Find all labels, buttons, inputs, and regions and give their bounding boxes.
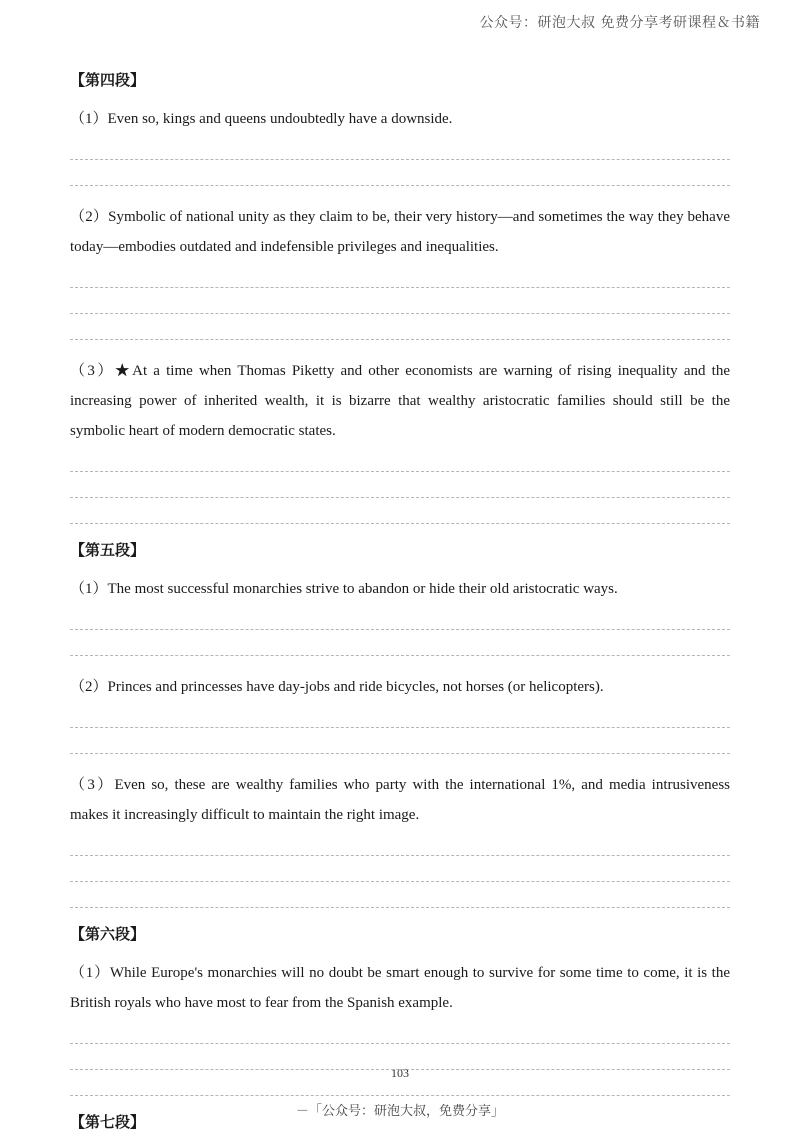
sentence: （1）The most successful monarchies strive to abandon or hide their old aristocratic ways.	[70, 581, 618, 597]
sentence: （2）Princes and princesses have day-jobs and ride bicycles, not horses (or helicopters).	[70, 679, 604, 695]
answer-line	[70, 630, 730, 656]
answer-lines	[70, 134, 730, 186]
answer-line	[70, 160, 730, 186]
answer-line	[70, 604, 730, 630]
sentence: （1）While Europe's monarchies will no doubt be smart enough to survive for some time to come, it is the British royals who have most to fear from the Spanish example.	[70, 965, 730, 1011]
section-5	[70, 540, 730, 908]
answer-lines	[70, 446, 730, 524]
sentence: （2）Symbolic of national unity as they claim to be, their very history—and sometimes the way they behave today—embodies outdated and indefensible privileges and inequalities.	[70, 209, 730, 255]
answer-line	[70, 856, 730, 882]
answer-lines	[70, 604, 730, 656]
section-heading: 【第四段】	[70, 71, 146, 89]
section-4	[70, 70, 730, 524]
answer-lines	[70, 1018, 730, 1096]
document-body	[70, 70, 730, 1146]
sentence: （1）Even so, kings and queens undoubtedly have a downside.	[70, 111, 453, 127]
answer-lines	[70, 702, 730, 754]
section-heading: 【第六段】	[70, 925, 146, 943]
answer-line	[70, 288, 730, 314]
sentence: （3）Even so, these are wealthy families who party with the international 1%, and media intrusiveness makes it increasingly difficult to maintain the right image.	[70, 777, 730, 823]
page-watermark-bottom: －「公众号：研泡大叔，免费分享」	[295, 1104, 504, 1119]
page-watermark-top: 公众号：研泡大叔 免费分享考研课程＆书籍	[479, 15, 760, 31]
answer-line	[70, 472, 730, 498]
answer-lines	[70, 830, 730, 908]
answer-lines	[70, 262, 730, 340]
answer-line	[70, 446, 730, 472]
sentence: （3）★At a time when Thomas Piketty and other economists are warning of rising inequality and the increasing power of inherited wealth, it is bizarre that wealthy aristocratic families should still be the symbolic heart of modern democratic states.	[70, 363, 730, 439]
answer-line	[70, 1018, 730, 1044]
answer-line	[70, 498, 730, 524]
answer-line	[70, 830, 730, 856]
answer-line	[70, 134, 730, 160]
answer-line	[70, 728, 730, 754]
answer-line	[70, 882, 730, 908]
answer-line	[70, 702, 730, 728]
page-number: 103	[391, 1066, 409, 1080]
section-heading: 【第七段】	[70, 1113, 146, 1131]
section-heading: 【第五段】	[70, 541, 146, 559]
answer-line	[70, 314, 730, 340]
answer-line	[70, 262, 730, 288]
